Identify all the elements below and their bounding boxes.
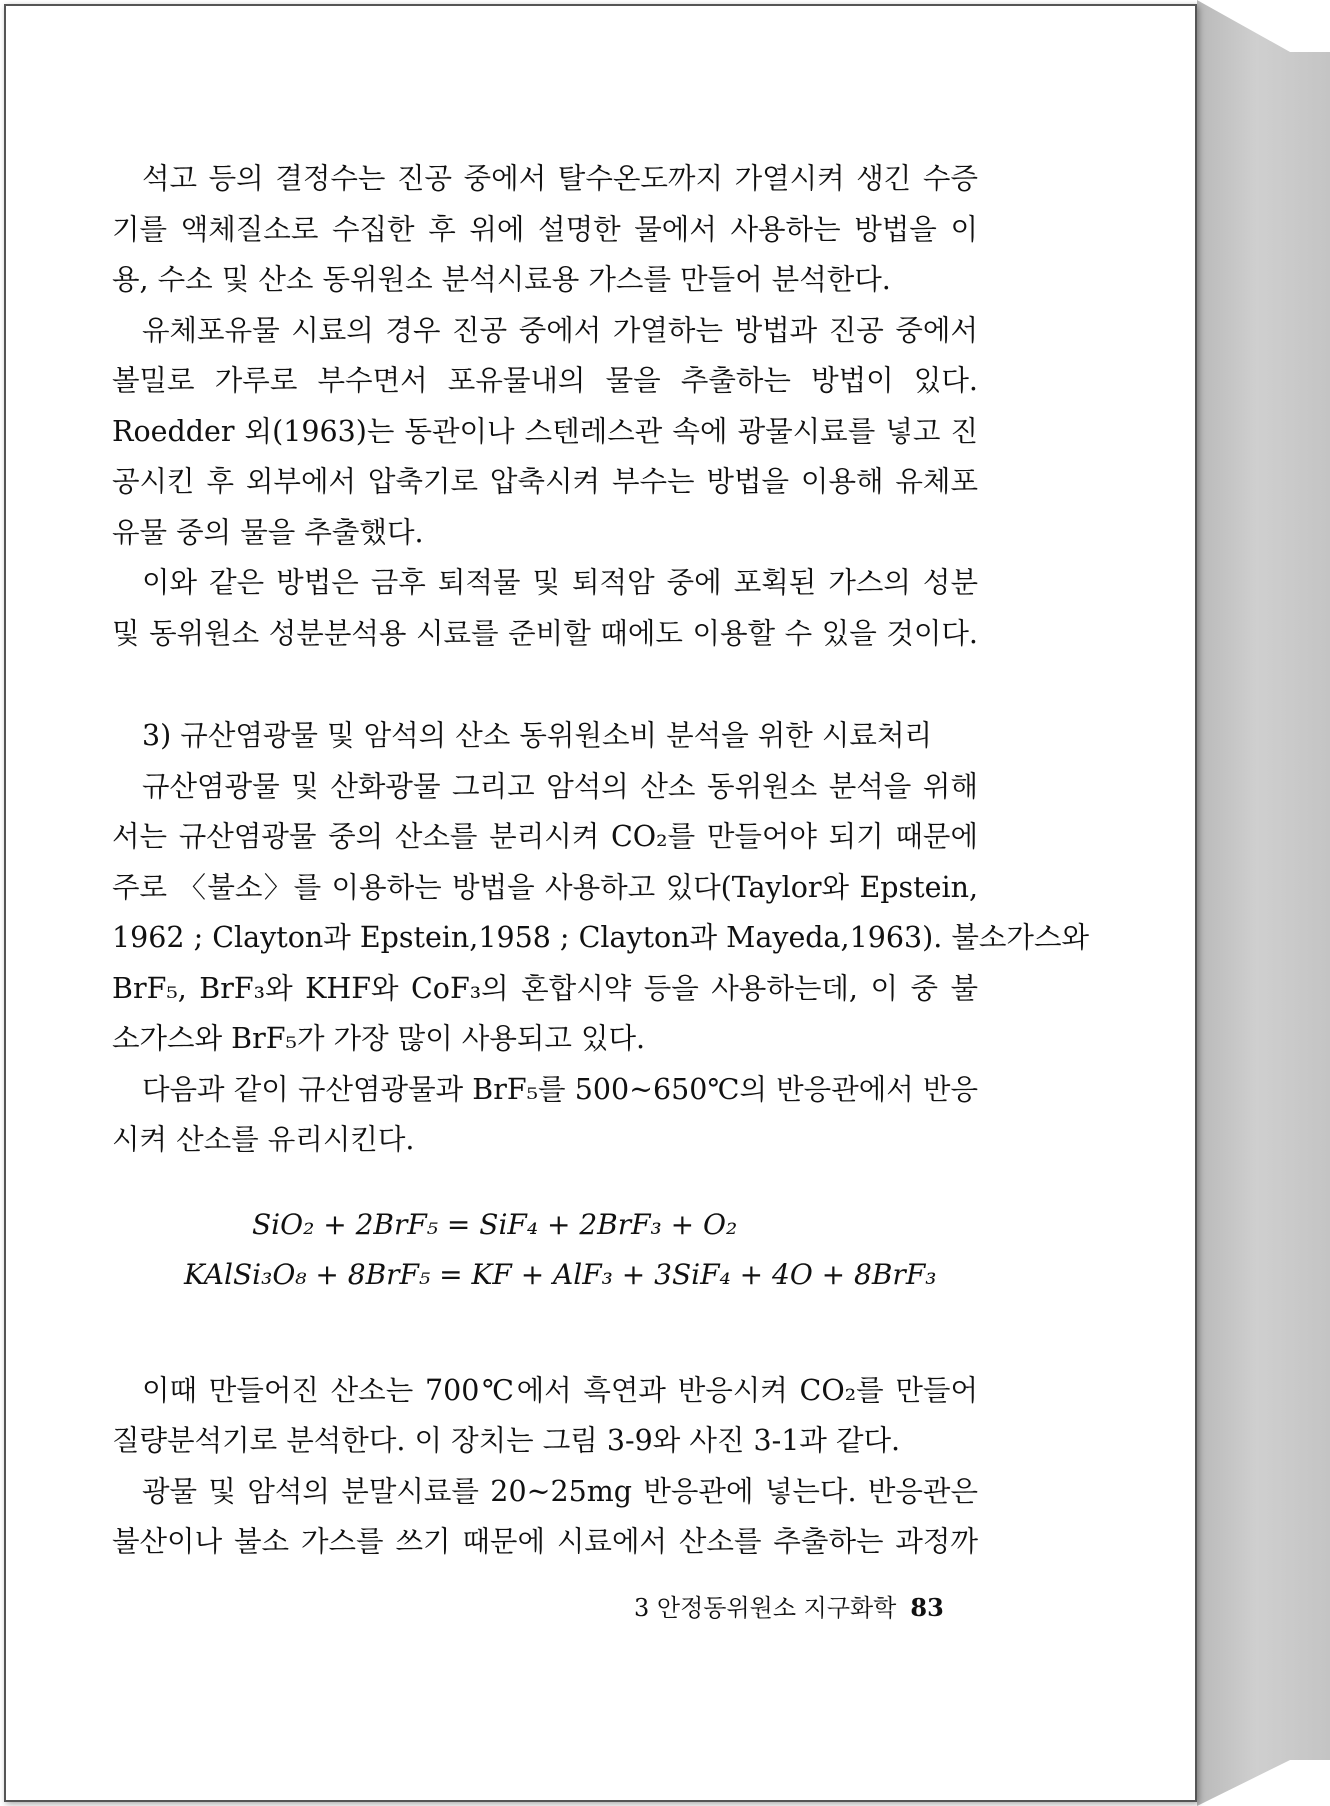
text-line: 주로 〈불소〉를 이용하는 방법을 사용하고 있다(Taylor와 Epstein, (112, 870, 978, 904)
book-page (4, 4, 1197, 1802)
paragraph-1 (112, 154, 978, 306)
equation-1: SiO₂ + 2BrF₅ = SiF₄ + 2BrF₃ + O₂ (252, 1207, 738, 1241)
text-line: 다음과 같이 규산염광물과 BrF₅를 500~650℃의 반응관에서 반응 (142, 1072, 978, 1106)
paragraph-6 (112, 1366, 978, 1467)
text-line: 및 동위원소 성분분석용 시료를 준비할 때에도 이용할 수 있을 것이다. (112, 616, 978, 650)
equation-2: KAlSi₃O₈ + 8BrF₅ = KF + AlF₃ + 3SiF₄ + 4O + 8BrF₃ (184, 1257, 937, 1291)
chapter-title: 3 안정동위원소 지구화학 (634, 1594, 897, 1622)
paragraph-7 (112, 1467, 978, 1568)
paragraph-5 (112, 1065, 978, 1166)
text-line: 규산염광물 및 산화광물 그리고 암석의 산소 동위원소 분석을 위해 (142, 769, 978, 803)
text-line: 광물 및 암석의 분말시료를 20~25mg 반응관에 넣는다. 반응관은 (142, 1474, 978, 1508)
text-line: 공시킨 후 외부에서 압축기로 압축시켜 부수는 방법을 이용해 유체포 (112, 465, 978, 498)
text-line: 이때 만들어진 산소는 700℃에서 흑연과 반응시켜 CO₂를 만들어 (142, 1373, 978, 1407)
section-heading: 3) 규산염광물 및 암석의 산소 동위원소비 분석을 위한 시료처리 (142, 719, 933, 752)
text-line: 용, 수소 및 산소 동위원소 분석시료용 가스를 만들어 분석한다. (112, 263, 891, 296)
text-line: 소가스와 BrF₅가 가장 많이 사용되고 있다. (112, 1022, 646, 1055)
text-line: 이와 같은 방법은 금후 퇴적물 및 퇴적암 중에 포획된 가스의 성분 (142, 566, 978, 599)
text-line: Roedder 외(1963)는 동관이나 스텐레스관 속에 광물시료를 넣고 진 (112, 414, 978, 448)
text-line: 불산이나 불소 가스를 쓰기 때문에 시료에서 산소를 추출하는 과정까 (112, 1525, 978, 1558)
page-number: 83 (910, 1593, 944, 1622)
book-page-stack (1197, 0, 1330, 1806)
text-line: 석고 등의 결정수는 진공 중에서 탈수온도까지 가열시켜 생긴 수증 (142, 162, 978, 195)
page-footer (634, 1588, 964, 1623)
body-text (112, 154, 1090, 1568)
text-line: 기를 액체질소로 수집한 후 위에 설명한 물에서 사용하는 방법을 이 (112, 212, 978, 246)
text-line: 1962 ; Clayton과 Epstein,1958 ; Clayton과 Mayeda,1963). 불소가스와 (112, 921, 1090, 954)
text-line: BrF₅, BrF₃와 KHF와 CoF₃의 혼합시약 등을 사용하는데, 이 중 불 (112, 971, 978, 1005)
text-line: 유물 중의 물을 추출했다. (112, 515, 424, 549)
paragraph-4 (112, 762, 1090, 1065)
paragraph-3 (112, 558, 978, 659)
text-line: 유체포유물 시료의 경우 진공 중에서 가열하는 방법과 진공 중에서 (142, 313, 978, 347)
text-line: 볼밀로 가루로 부수면서 포유물내의 물을 추출하는 방법이 있다. (112, 364, 978, 397)
text-line: 서는 규산염광물 중의 산소를 분리시켜 CO₂를 만들어야 되기 때문에 (112, 820, 978, 853)
paragraph-2 (112, 306, 978, 559)
text-line: 질량분석기로 분석한다. 이 장치는 그림 3-9와 사진 3-1과 같다. (112, 1424, 901, 1457)
text-line: 시켜 산소를 유리시킨다. (112, 1123, 415, 1156)
